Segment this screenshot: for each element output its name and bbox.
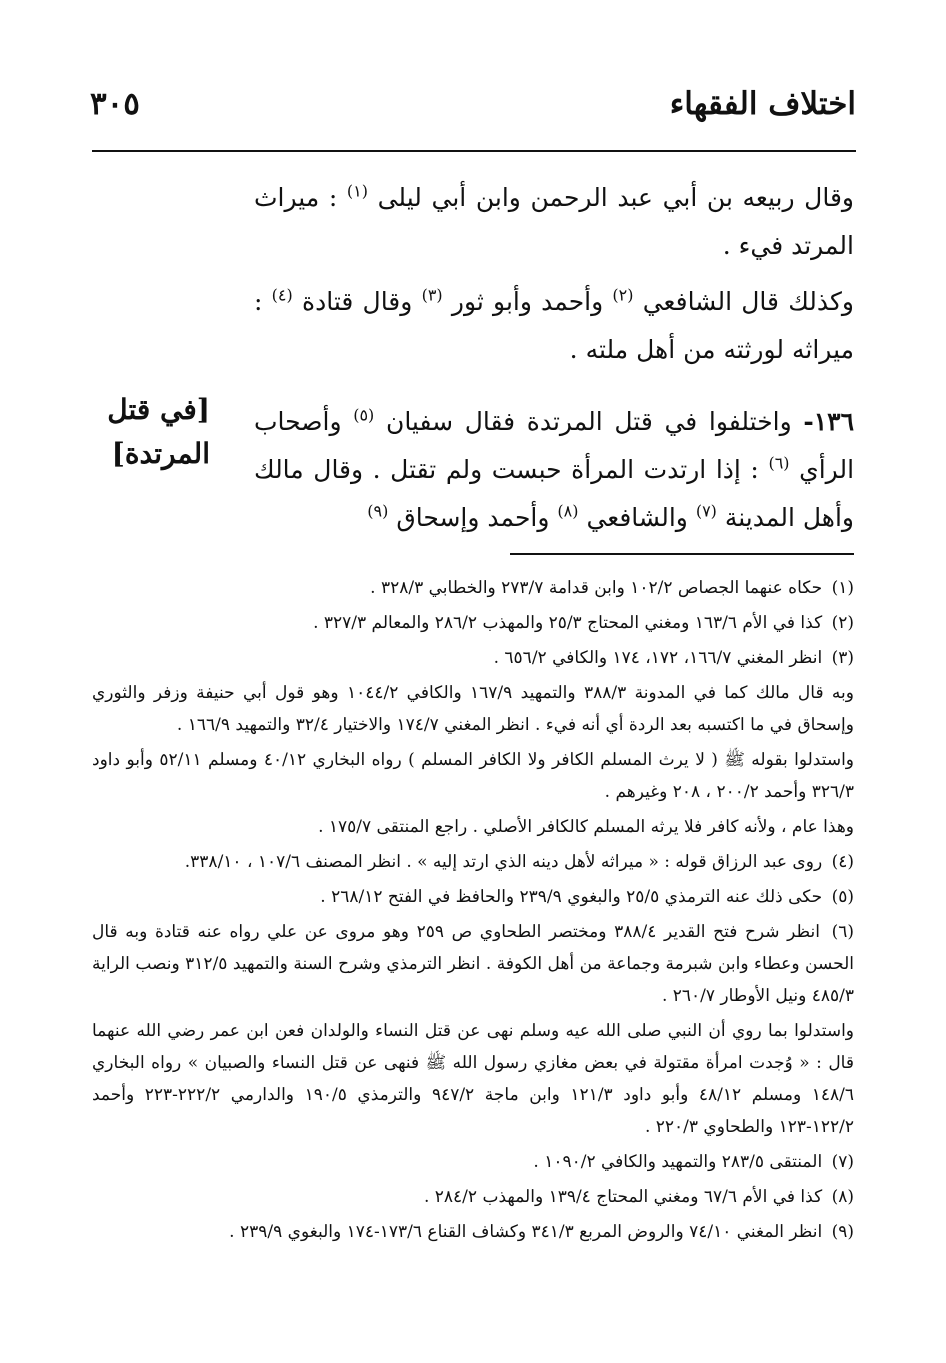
margin-heading bbox=[104, 388, 210, 476]
footnote-number: (٢) bbox=[831, 613, 854, 633]
paragraph-text: وقال ربيعه بن أبي عبد الرحمن وابن أبي ليلى bbox=[377, 183, 854, 212]
footnote-item bbox=[92, 1181, 854, 1213]
footnote-text: المنتقى ٢٨٣/٥ والتمهيد والكافي ١٠٩٠/٢ . bbox=[533, 1152, 823, 1172]
footnote-number: (٨) bbox=[831, 1187, 854, 1207]
footnote-ref: (٦) bbox=[768, 453, 790, 473]
footnote-text: حكاه عنهما الجصاص ١٠٢/٢ وابن قدامة ٢٧٣/٧ والخطابي ٣٢٨/٣ . bbox=[370, 578, 823, 598]
footnote-number: (٣) bbox=[831, 648, 854, 668]
footnote-text: حكى ذلك عنه الترمذي ٢٥/٥ والبغوي ٢٣٩/٩ والحافظ في الفتح ٢٦٨/١٢ . bbox=[320, 887, 823, 907]
footnote-text: انظر شرح فتح القدير ٣٨٨/٤ ومختصر الطحاوي ص ٢٥٩ وهو مروى عن علي رواه عنه قتادة وبه قال الحسن وعطاء وابن شبرمة وجماعة من أهل الكوفة . انظر الترمذي وشرح السنة والتمهيد ٣١٢/٥ ونصب الراية ٤٨٥/٣ ونيل الأوطار ٢٦٠/٧ . bbox=[92, 922, 854, 1006]
footnote-item bbox=[92, 1216, 854, 1248]
footnote-number: (٩) bbox=[831, 1222, 854, 1242]
footnote-item bbox=[92, 607, 854, 639]
footnote-item bbox=[92, 642, 854, 674]
footnote-number: (٧) bbox=[831, 1152, 854, 1172]
footnote-ref: (٥) bbox=[353, 405, 375, 425]
paragraph-text: : ميراث المرتد فيء . bbox=[254, 183, 854, 260]
paragraph-rabia bbox=[254, 174, 854, 270]
paragraph-text: وقال قتادة bbox=[301, 287, 413, 316]
footnote-item bbox=[92, 1146, 854, 1178]
footnote-text: وهذا عام ، ولأنه كافر فلا يرثه المسلم كالكافر الأصلي . راجع المنتقى ١٧٥/٧ . bbox=[318, 817, 854, 837]
footnote-number: (٥) bbox=[831, 887, 854, 907]
footnote-ref: (٧) bbox=[695, 501, 717, 521]
page-header bbox=[80, 86, 856, 136]
footnote-item bbox=[92, 846, 854, 878]
running-title: اختلاف الفقهاء bbox=[669, 86, 856, 122]
footnote-text: كذا في الأم ١٦٣/٦ ومغني المحتاج ٢٥/٣ والمهذب ٢٨٦/٢ والمعالم ٣٢٧/٣ . bbox=[313, 613, 823, 633]
footnote-item bbox=[92, 572, 854, 604]
footnote-continuation bbox=[92, 677, 854, 741]
footnote-ref: (٢) bbox=[612, 285, 634, 305]
paragraph-text: وأصحاب الرأي bbox=[254, 407, 855, 484]
footnote-continuation bbox=[92, 811, 854, 843]
paragraph-text: : إذا ارتدت المرأة حبست ولم تقتل . وقال مالك وأهل المدينة bbox=[254, 455, 854, 532]
footnote-number: (٦) bbox=[831, 922, 854, 942]
paragraph-text: والشافعي bbox=[586, 503, 688, 532]
footnote-continuation bbox=[92, 744, 854, 808]
footnote-ref: (٣) bbox=[421, 285, 443, 305]
footnote-text: كذا في الأم ٦٧/٦ ومغني المحتاج ١٣٩/٤ والمهذب ٢٨٤/٢ . bbox=[423, 1187, 823, 1207]
paragraph-text: واختلفوا في قتل المرتدة فقال سفيان bbox=[385, 407, 792, 436]
page-number: ٣٠٥ bbox=[90, 86, 140, 122]
footnote-ref: (٤) bbox=[271, 285, 293, 305]
footnote-ref: (٨) bbox=[557, 501, 579, 521]
paragraph-text: وأحمد وأبو ثور bbox=[451, 287, 604, 316]
footnote-ref: (١) bbox=[346, 181, 368, 201]
paragraph-text: وأحمد وإسحاق bbox=[396, 503, 550, 532]
header-divider bbox=[92, 150, 856, 152]
footnotes bbox=[92, 572, 854, 1251]
footnote-continuation bbox=[92, 1015, 854, 1143]
footnote-divider bbox=[510, 553, 854, 555]
footnote-text: انظر المغني ١٦٦/٧، ١٧٢، ١٧٤ والكافي ٦٥٦/٢ . bbox=[493, 648, 823, 668]
margin-heading-line: المرتدة] bbox=[111, 437, 210, 470]
margin-heading-line: [في قتل bbox=[107, 393, 210, 426]
paragraph-text: : ميراثه لورثته من أهل ملته . bbox=[254, 287, 854, 364]
footnote-text: واستدلوا بما روي أن النبي صلى الله عيه وسلم نهى عن قتل النساء والولدان فعن ابن عمر رضي الله عنهما قال : « وُجدت امرأة مقتولة في بعض مغازي رسول الله ﷺ فنهى عن قتل النساء والصبيان » رواه البخاري ١٤٨/٦ ومسلم ٤٨/١٢ وأبو داود ١٢١/٣ وابن ماجة ٩٤٧/٢ والترمذي ١٩٠/٥ والدارمي ٢٢٢/٢-٢٢٣ وأحمد ١٢٢/٢-١٢٣ والطحاوي ٢٢٠/٣ . bbox=[92, 1021, 854, 1137]
footnote-item bbox=[92, 916, 854, 1012]
footnote-number: (١) bbox=[831, 578, 854, 598]
footnote-item bbox=[92, 881, 854, 913]
footnote-text: وبه قال مالك كما في المدونة ٣٨٨/٣ والتمهيد ١٦٧/٩ والكافي ١٠٤٤/٢ وهو قول أبي حنيفة وزفر والثوري وإسحاق في ما اكتسبه بعد الردة أي أنه فيء . انظر المغني ١٧٤/٧ والاختيار ٣٢/٤ والتمهيد ١٦٦/٩ . bbox=[92, 683, 854, 735]
paragraph-text: وكذلك قال الشافعي bbox=[642, 287, 854, 316]
footnote-text: انظر المغني ٧٤/١٠ والروض المربع ٣٤١/٣ وكشاف القناع ١٧٣/٦-١٧٤ والبغوي ٢٣٩/٩ . bbox=[229, 1222, 823, 1242]
paragraph-136 bbox=[254, 398, 854, 542]
paragraph-shafii bbox=[254, 278, 854, 374]
paragraph-number: ١٣٦- bbox=[803, 407, 855, 436]
footnote-text: روى عبد الرزاق قوله : « ميراثه لأهل دينه الذي ارتد إليه » . انظر المصنف ١٠٧/٦ ، ٣٣٨/١٠. bbox=[184, 852, 823, 872]
footnote-number: (٤) bbox=[831, 852, 854, 872]
footnote-ref: (٩) bbox=[367, 501, 389, 521]
footnote-text: واستدلوا بقوله ﷺ ( لا يرث المسلم الكافر ولا الكافر المسلم ) رواه البخاري ٤٠/١٢ ومسلم ٥٢/١١ وأبو داود ٣٢٦/٣ وأحمد ٢٠٠/٢ ، ٢٠٨ وغيرهم . bbox=[92, 750, 855, 802]
